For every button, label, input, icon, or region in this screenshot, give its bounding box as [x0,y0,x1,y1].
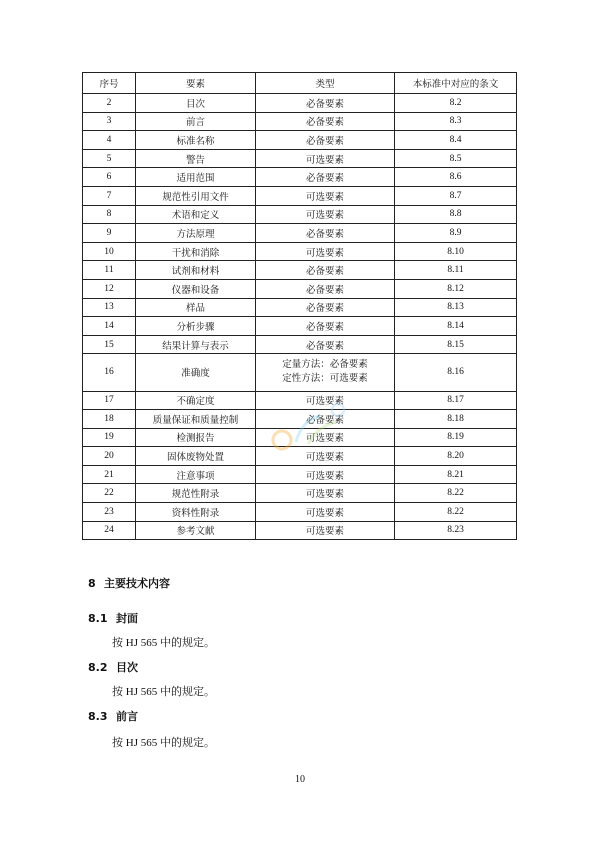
cell-type: 可选要素 [256,521,395,540]
cell-element: 适用范围 [136,168,256,187]
cell-no: 9 [83,224,136,243]
header-element: 要素 [136,73,256,94]
table-header [83,73,517,94]
table-row [83,205,517,224]
table-row [83,242,517,261]
table-row [83,503,517,522]
header-no: 序号 [83,73,136,94]
table-row [83,521,517,540]
table-row [83,168,517,187]
cell-type: 可选要素 [256,503,395,522]
cell-element: 试剂和材料 [136,261,256,280]
cell-type: 必备要素 [256,410,395,429]
section-body-8-2: 按 HJ 565 中的规定。 [112,686,215,698]
cell-no: 14 [83,317,136,336]
cell-clause: 8.19 [395,428,517,447]
cell-clause: 8.6 [395,168,517,187]
cell-no: 4 [83,131,136,150]
section-body-8-3: 按 HJ 565 中的规定。 [112,737,215,749]
cell-no: 23 [83,503,136,522]
table-row [83,131,517,150]
cell-type: 必备要素 [256,335,395,354]
page-number: 10 [295,774,305,785]
cell-type: 可选要素 [256,484,395,503]
header-type: 类型 [256,73,395,94]
cell-element: 质量保证和质量控制 [136,410,256,429]
cell-type: 必备要素 [256,131,395,150]
cell-clause: 8.21 [395,465,517,484]
cell-clause: 8.5 [395,149,517,168]
cell-clause: 8.22 [395,484,517,503]
cell-type: 必备要素 [256,94,395,113]
cell-no: 16 [83,354,136,391]
cell-element: 规范性引用文件 [136,186,256,205]
cell-no: 8 [83,205,136,224]
cell-element: 资料性附录 [136,503,256,522]
cell-type: 可选要素 [256,205,395,224]
table-body [83,94,517,540]
cell-no: 13 [83,298,136,317]
cell-type: 必备要素 [256,261,395,280]
cell-element: 术语和定义 [136,205,256,224]
cell-clause: 8.18 [395,410,517,429]
table-header-row [83,73,517,94]
section-title: 前言 [116,710,138,723]
cell-type-line: 定性方法：可选要素 [282,374,368,385]
table-row [83,186,517,205]
table-row [83,261,517,280]
header-clause: 本标准中对应的条文 [395,73,517,94]
cell-no: 5 [83,149,136,168]
cell-type: 可选要素 [256,391,395,410]
cell-element: 标准名称 [136,131,256,150]
table-row [83,484,517,503]
cell-type: 必备要素 [256,317,395,336]
cell-element: 注意事项 [136,465,256,484]
cell-element: 参考文献 [136,521,256,540]
cell-no: 6 [83,168,136,187]
cell-no: 20 [83,447,136,466]
cell-element: 规范性附录 [136,484,256,503]
cell-clause: 8.17 [395,391,517,410]
cell-clause: 8.11 [395,261,517,280]
cell-type: 可选要素 [256,186,395,205]
cell-clause: 8.20 [395,447,517,466]
cell-no: 15 [83,335,136,354]
cell-no: 12 [83,279,136,298]
cell-type: 必备要素 [256,279,395,298]
cell-element: 干扰和消除 [136,242,256,261]
cell-type-line: 定量方法：必备要素 [282,360,368,371]
table-row [83,447,517,466]
cell-clause: 8.12 [395,279,517,298]
cell-clause: 8.13 [395,298,517,317]
section-title: 封面 [116,612,138,625]
cell-element: 警告 [136,149,256,168]
cell-clause: 8.3 [395,112,517,131]
cell-no: 7 [83,186,136,205]
cell-clause: 8.4 [395,131,517,150]
elements-table [82,72,517,540]
section-body-8-1: 按 HJ 565 中的规定。 [112,637,215,649]
cell-element: 目次 [136,94,256,113]
cell-no: 18 [83,410,136,429]
table-row [83,279,517,298]
cell-element: 前言 [136,112,256,131]
cell-type: 必备要素 [256,112,395,131]
cell-no: 22 [83,484,136,503]
cell-element: 结果计算与表示 [136,335,256,354]
cell-no: 17 [83,391,136,410]
cell-type [256,354,395,391]
cell-type: 必备要素 [256,298,395,317]
cell-clause: 8.9 [395,224,517,243]
cell-no: 21 [83,465,136,484]
table-row [83,410,517,429]
cell-element: 分析步骤 [136,317,256,336]
section-number: 8 [88,577,96,590]
table-row [83,298,517,317]
cell-element: 样品 [136,298,256,317]
section-number: 8.1 [88,612,108,625]
cell-type: 可选要素 [256,242,395,261]
table-row [83,335,517,354]
cell-element: 固体废物处置 [136,447,256,466]
table-row [83,317,517,336]
cell-no: 11 [83,261,136,280]
cell-no: 24 [83,521,136,540]
cell-type: 必备要素 [256,168,395,187]
cell-element: 检测报告 [136,428,256,447]
table-row [83,465,517,484]
table-row [83,428,517,447]
cell-clause: 8.10 [395,242,517,261]
section-heading-8 [88,577,170,590]
cell-element: 方法原理 [136,224,256,243]
cell-type: 必备要素 [256,224,395,243]
cell-element: 准确度 [136,354,256,391]
table-row [83,149,517,168]
cell-type: 可选要素 [256,447,395,466]
section-number: 8.2 [88,661,108,674]
cell-no: 3 [83,112,136,131]
cell-no: 19 [83,428,136,447]
table-row [83,354,517,391]
section-heading-8-2 [88,661,138,674]
section-title: 主要技术内容 [104,577,170,590]
cell-element: 仪器和设备 [136,279,256,298]
cell-clause: 8.2 [395,94,517,113]
section-heading-8-3 [88,710,138,723]
table-row [83,224,517,243]
cell-type: 可选要素 [256,149,395,168]
cell-type: 可选要素 [256,465,395,484]
table-row [83,391,517,410]
cell-no: 10 [83,242,136,261]
table-row [83,112,517,131]
cell-element: 不确定度 [136,391,256,410]
table-row [83,94,517,113]
section-title: 目次 [116,661,138,674]
cell-clause: 8.23 [395,521,517,540]
section-number: 8.3 [88,710,108,723]
cell-clause: 8.16 [395,354,517,391]
section-heading-8-1 [88,612,138,625]
cell-clause: 8.15 [395,335,517,354]
cell-no: 2 [83,94,136,113]
cell-clause: 8.14 [395,317,517,336]
cell-clause: 8.22 [395,503,517,522]
cell-clause: 8.7 [395,186,517,205]
cell-type: 可选要素 [256,428,395,447]
cell-clause: 8.8 [395,205,517,224]
